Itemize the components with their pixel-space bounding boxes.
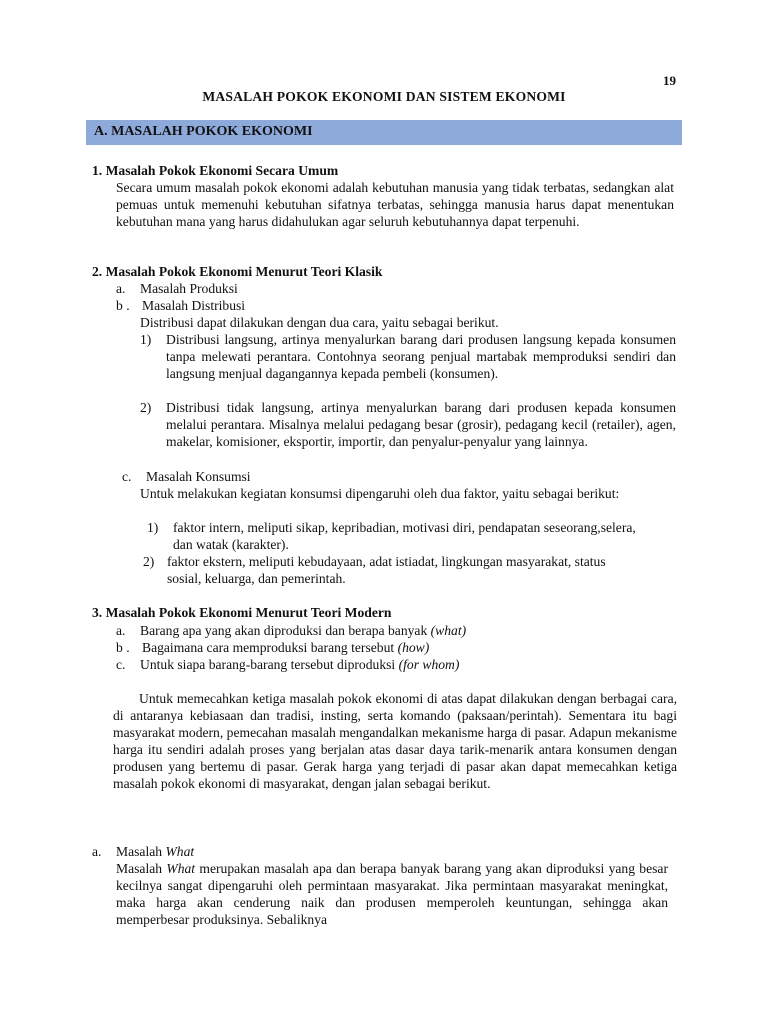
- page-number: 19: [663, 73, 676, 88]
- item3-point-b: [116, 639, 429, 656]
- what-label: Masalah: [116, 844, 163, 859]
- item2-b-point-2: [140, 399, 676, 450]
- item3-heading: 3. Masalah Pokok Ekonomi Menurut Teori Modern: [92, 605, 392, 620]
- item2-b-point-1: [140, 331, 676, 382]
- item3-paragraph: Untuk memecahkan ketiga masalah pokok ekonomi di atas dapat dilakukan dengan berbagai cara, di antaranya kebiasaan dan tradisi, insting, serta komando (paksaan/perintah). Sementara itu bagi masyarakat modern, pemecahan masalah mengandalkan mekanisme harga di pasar. Adapun mekanisme harga itu sendiri adalah proses yang berjalan atas dasar daya tarik-menarik antara konsumen dengan produsen yang bertemu di pasar. Gerak harga yang terjadi di pasar akan dapat memecahkan ketiga masalah pokok ekonomi di masyarakat, dengan jalan sebagai berikut.: [113, 691, 677, 791]
- what-paragraph-rest: merupakan masalah apa dan berapa banyak barang yang akan diproduksi yang besar kecilnya sangat dipengaruhi oleh permintaan masyarakat. Jika permintaan masyarakat meningkat, maka harga akan cenderung naik dan produsen memperoleh keuntungan, sehingga akan memperbesar produksinya. Sebaliknya: [116, 861, 668, 927]
- item2-b-point-2-text: Distribusi tidak langsung, artinya menyalurkan barang dari produsen kepada konsumen melalui perantara. Misalnya melalui pedagang besar (grosir), pedagang kecil (retailer), agen, makelar, komisioner, eksportir, importir, dan penyalur-penyalur yang lainnya.: [166, 400, 676, 449]
- item2-c-point-1-marker: 1): [147, 520, 159, 535]
- item2-b-label: Masalah Distribusi: [142, 298, 246, 313]
- item2-a: [116, 280, 238, 297]
- item1-heading: 1. Masalah Pokok Ekonomi Secara Umum: [92, 163, 339, 178]
- item2-c-point-1-text: faktor intern, meliputi sikap, kepribadian, motivasi diri, pendapatan seseorang,selera, dan watak (karakter).: [173, 520, 636, 552]
- section-a-header: [86, 120, 682, 145]
- what-marker: a.: [92, 844, 102, 859]
- item2-b-point-2-marker: 2): [140, 400, 152, 415]
- item3-point-a-text: Barang apa yang akan diproduksi dan berapa banyak: [140, 623, 428, 638]
- item1-paragraph: Secara umum masalah pokok ekonomi adalah kebutuhan manusia yang tidak terbatas, sedangkan alat pemuas untuk memenuhi kebutuhan sifatnya terbatas, sehingga manusia harus dapat menentukan kebutuhan mana yang harus didahulukan agar seluruh kebutuhannya dapat terpenuhi.: [116, 180, 674, 229]
- item2-b-point-1-marker: 1): [140, 332, 152, 347]
- item3-point-a-em: (what): [430, 623, 467, 638]
- section-a-label: A. MASALAH POKOK EKONOMI: [94, 124, 313, 139]
- item3-point-a: [116, 622, 466, 639]
- item2-a-marker: a.: [116, 281, 126, 296]
- item3-point-b-em: (how): [397, 640, 430, 655]
- item3-point-c-em: (for whom): [398, 657, 460, 672]
- item2-heading: 2. Masalah Pokok Ekonomi Menurut Teori Klasik: [92, 264, 383, 279]
- item3-point-a-marker: a.: [116, 623, 126, 638]
- item2-c-point-2-text: faktor ekstern, meliputi kebudayaan, adat istiadat, lingkungan masyarakat, status sosial, keluarga, dan pemerintah.: [167, 554, 606, 586]
- item3-point-b-text: Bagaimana cara memproduksi barang tersebut: [142, 640, 395, 655]
- item2-b-intro: Distribusi dapat dilakukan dengan dua cara, yaitu sebagai berikut.: [140, 315, 499, 330]
- item3-point-c-marker: c.: [116, 657, 126, 672]
- item3-point-c-text: Untuk siapa barang-barang tersebut diproduksi: [140, 657, 396, 672]
- item2-b-point-1-text: Distribusi langsung, artinya menyalurkan barang dari produsen langsung kepada konsumen tanpa melewati perantara. Contohnya seorang penjual martabak memproduksi sendiri dan langsung menjual dagangannya kepada pembeli (konsumen).: [166, 332, 676, 381]
- what-paragraph-em: What: [166, 861, 196, 876]
- item2-c-label: Masalah Konsumsi: [146, 469, 251, 484]
- item2-c-marker: c.: [122, 469, 132, 484]
- item2-a-label: Masalah Produksi: [140, 281, 238, 296]
- item2-c: [122, 468, 251, 485]
- item2-c-intro: Untuk melakukan kegiatan konsumsi dipengaruhi oleh dua faktor, yaitu sebagai berikut:: [140, 486, 620, 501]
- item2-c-point-2-marker: 2): [143, 554, 155, 569]
- item2-b: [116, 297, 245, 314]
- what-paragraph: [116, 860, 668, 928]
- what-paragraph-start: Masalah: [116, 861, 163, 876]
- page-title: MASALAH POKOK EKONOMI DAN SISTEM EKONOMI: [202, 89, 566, 104]
- what-label-em: What: [165, 844, 195, 859]
- item3-point-c: [116, 656, 459, 673]
- what-heading: [92, 843, 194, 860]
- item2-c-point-1: [147, 519, 647, 553]
- item2-b-marker: b .: [116, 298, 130, 313]
- item2-c-point-2: [143, 553, 613, 587]
- item3-point-b-marker: b .: [116, 640, 130, 655]
